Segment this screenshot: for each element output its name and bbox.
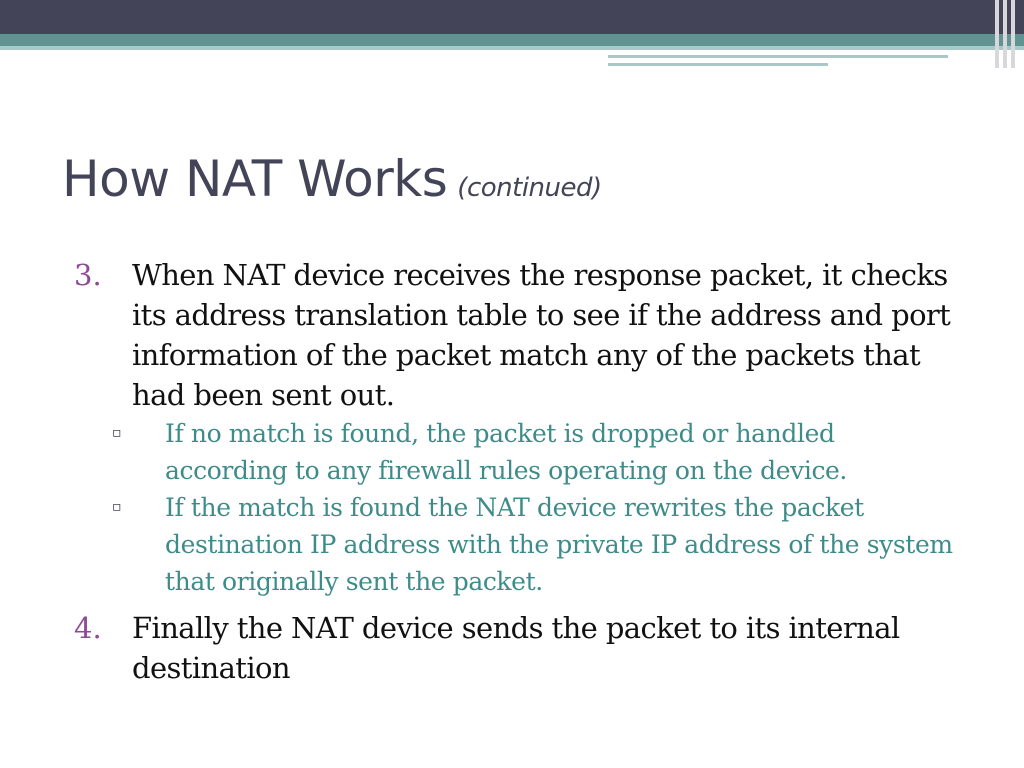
item-number: 3.	[74, 258, 102, 292]
sub-bullet-item	[0, 489, 1024, 600]
header-band-light	[0, 46, 1024, 50]
sub-bullet-item	[0, 415, 1024, 489]
numbered-item	[0, 608, 1024, 688]
sub-bullet-text: If the match is found the NAT device rewrites the packet destination IP address with the private IP address of the system that originally sent the packet.	[165, 493, 953, 596]
header-accent-bar	[995, 0, 999, 68]
item-text: When NAT device receives the response packet, it checks its address translation table to see if the address and port information of the packet match any of the packets that had been sent out.	[132, 258, 951, 412]
square-bullet-icon: ▫	[112, 499, 122, 515]
item-text: Finally the NAT device sends the packet to its internal destination	[132, 611, 900, 685]
slide-title	[62, 150, 602, 208]
item-number: 4.	[74, 611, 102, 645]
sub-bullet-text: If no match is found, the packet is dropped or handled according to any firewall rules operating on the device.	[165, 419, 847, 485]
slide-content	[0, 255, 1024, 688]
header-accent-bar	[1003, 0, 1007, 68]
header-band-dark	[0, 0, 1024, 34]
header-accent-line	[608, 55, 948, 58]
header-band-teal	[0, 34, 1024, 46]
header-accent-bar	[1011, 0, 1015, 68]
slide-title-main: How NAT Works	[62, 150, 448, 208]
numbered-item	[0, 255, 1024, 415]
header-accent-line	[608, 63, 828, 66]
slide-title-suffix: (continued)	[457, 173, 602, 203]
square-bullet-icon: ▫	[112, 425, 122, 441]
